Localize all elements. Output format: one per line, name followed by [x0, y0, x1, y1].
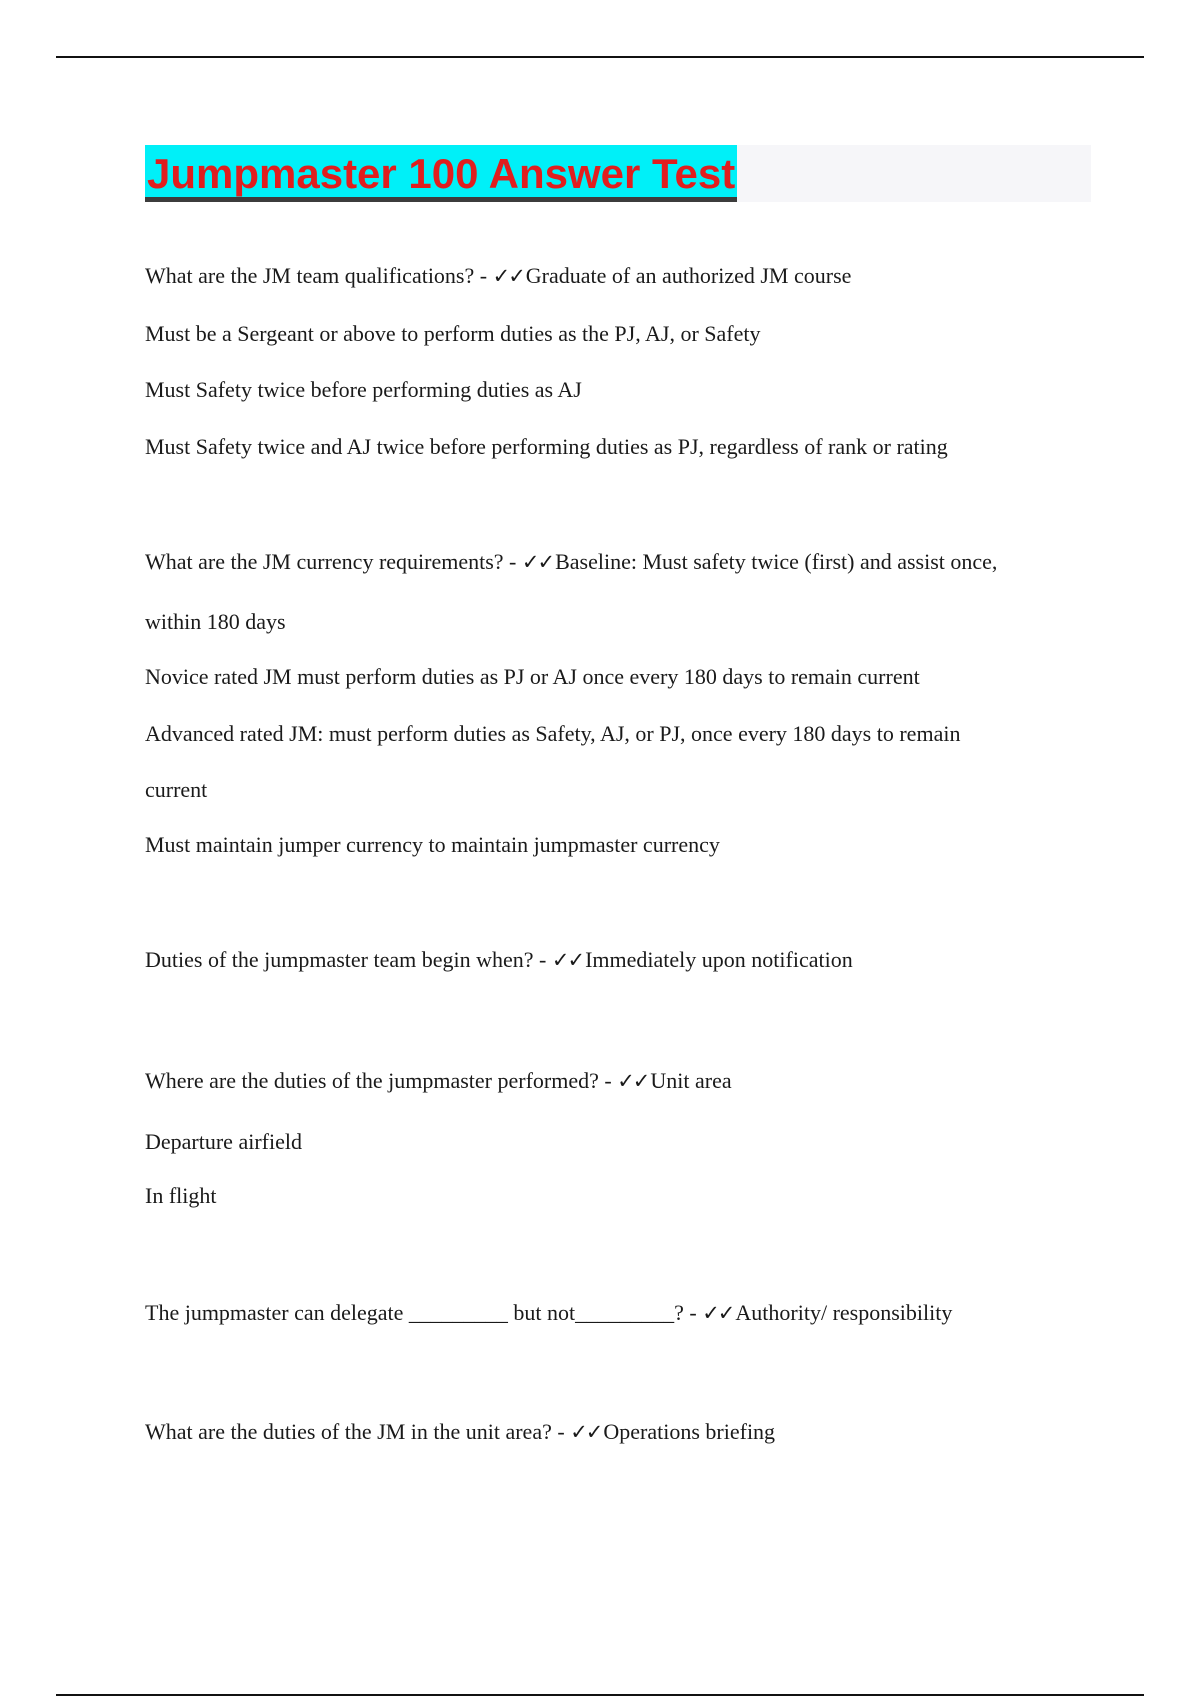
qa-line [145, 1067, 732, 1095]
question-text: The jumpmaster can delegate _________ but not_________? - [145, 1300, 703, 1325]
qa-line [145, 262, 851, 290]
qa-line [145, 1299, 952, 1327]
double-check-icon: ✓✓ [617, 1069, 649, 1093]
double-check-icon: ✓✓ [702, 1301, 734, 1325]
answer-text: Authority/ responsibility [735, 1300, 953, 1325]
answer-text: Operations briefing [603, 1419, 776, 1444]
answer-line: Must Safety twice and AJ twice before performing duties as PJ, regardless of rank or rating [145, 434, 948, 459]
answer-text: Unit area [650, 1068, 732, 1093]
qa-line [145, 548, 997, 576]
question-text: What are the duties of the JM in the unit area? - [145, 1419, 571, 1444]
answer-line: Must be a Sergeant or above to perform duties as the PJ, AJ, or Safety [145, 321, 761, 346]
answer-line: Advanced rated JM: must perform duties as Safety, AJ, or PJ, once every 180 days to remain [145, 721, 961, 746]
qa-line [145, 1418, 775, 1446]
question-text: What are the JM currency requirements? - [145, 549, 522, 574]
answer-line: Must Safety twice before performing duties as AJ [145, 377, 582, 402]
answer-line: within 180 days [145, 609, 286, 634]
header-rule [56, 56, 1144, 58]
double-check-icon: ✓✓ [521, 550, 554, 574]
answer-line: current [145, 777, 208, 802]
document-title: Jumpmaster 100 Answer Test [145, 145, 737, 202]
question-text: Where are the duties of the jumpmaster performed? - [145, 1068, 618, 1093]
answer-line: Must maintain jumper currency to maintain jumpmaster currency [145, 832, 720, 857]
answer-line: Novice rated JM must perform duties as PJ or AJ once every 180 days to remain current [145, 664, 920, 689]
answer-text: Immediately upon notification [585, 947, 853, 972]
answer-line: Departure airfield [145, 1129, 302, 1154]
double-check-icon: ✓✓ [551, 948, 584, 972]
answer-text: Baseline: Must safety twice (first) and assist once, [555, 549, 998, 574]
answer-text: Graduate of an authorized JM course [525, 263, 852, 288]
question-text: What are the JM team qualifications? - [145, 263, 493, 288]
double-check-icon: ✓✓ [492, 264, 524, 288]
double-check-icon: ✓✓ [570, 1420, 602, 1444]
answer-line: In flight [145, 1183, 217, 1208]
footer-rule [56, 1694, 1144, 1696]
question-text: Duties of the jumpmaster team begin when? - [145, 947, 552, 972]
qa-line [145, 946, 853, 974]
